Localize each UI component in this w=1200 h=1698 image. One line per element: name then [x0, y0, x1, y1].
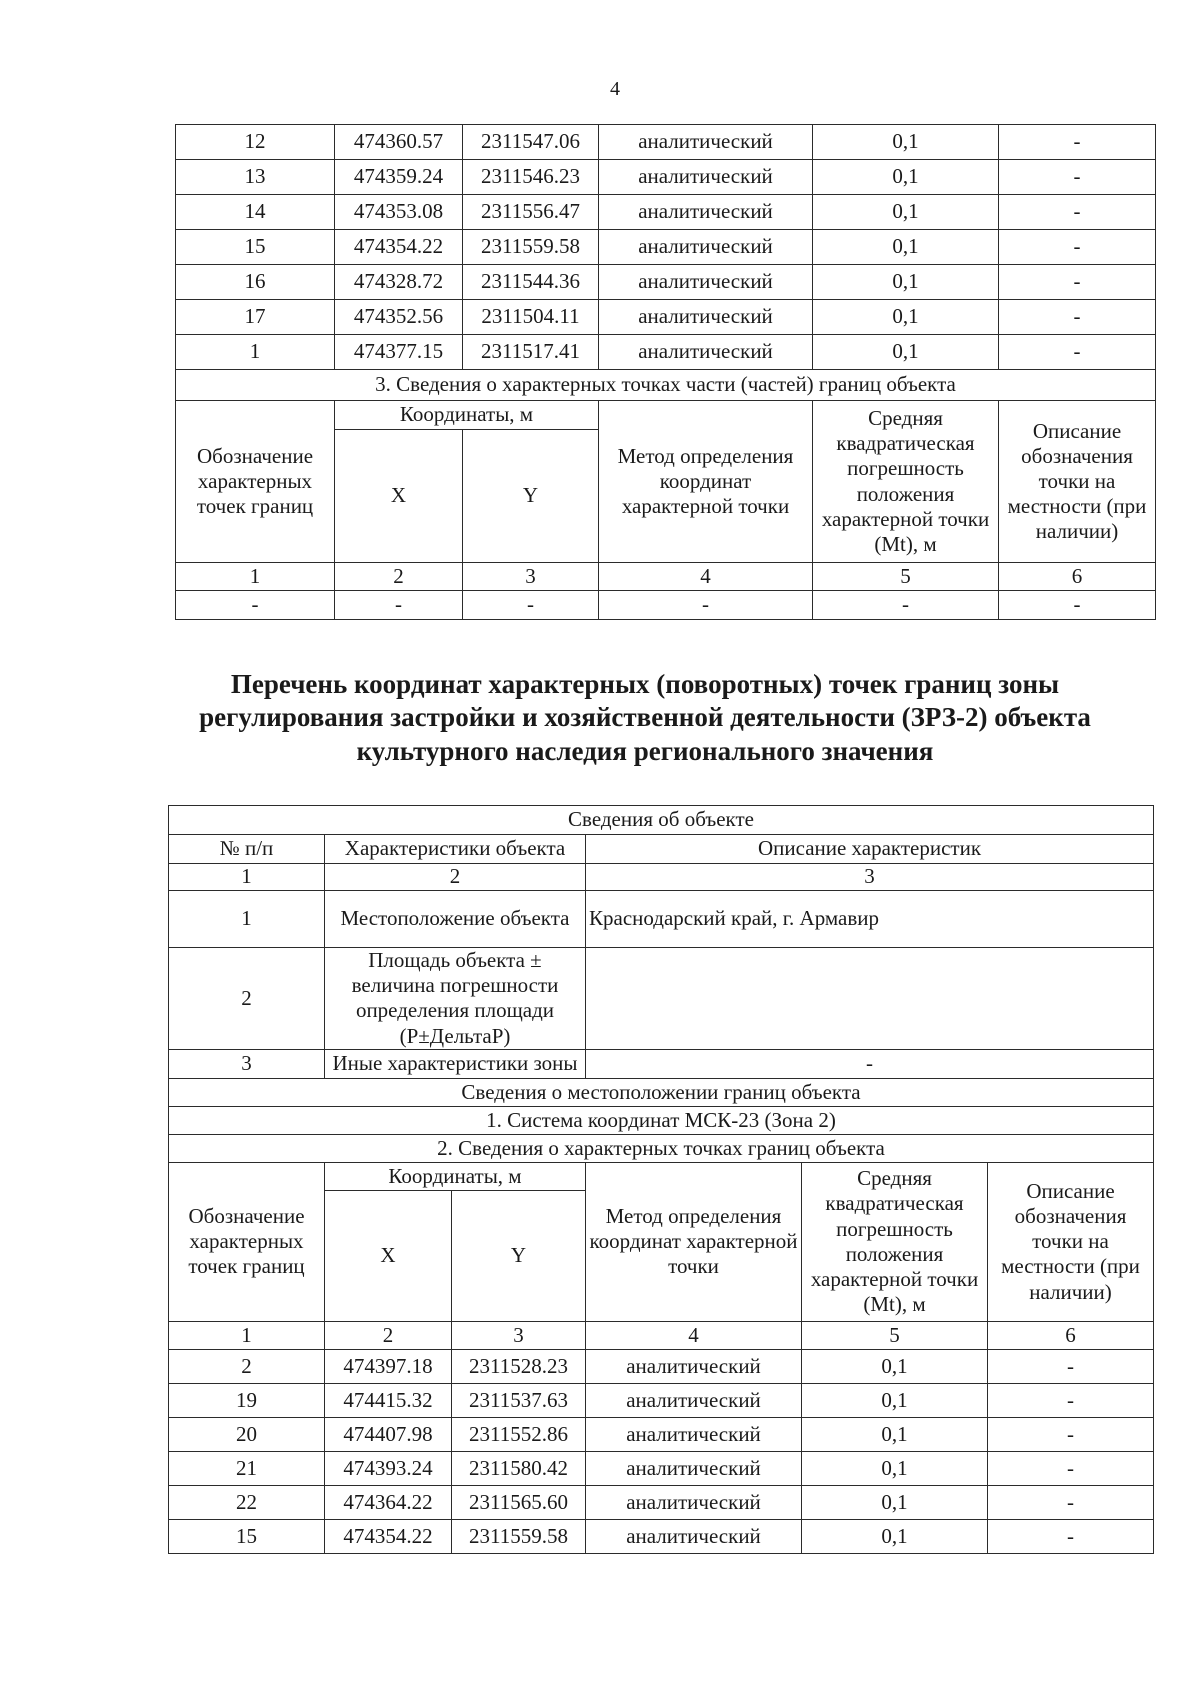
description-cell: -	[999, 195, 1156, 230]
column-number: 6	[988, 1321, 1154, 1349]
y-coordinate: 2311517.41	[463, 335, 599, 370]
characteristics-desc-header: Описание характеристик	[586, 835, 1154, 864]
y-coordinate: 2311565.60	[452, 1485, 586, 1519]
x-coordinate: 474328.72	[335, 265, 463, 300]
x-coordinate: 474360.57	[335, 125, 463, 160]
object-characteristic-value: Краснодарский край, г. Армавир	[586, 891, 1154, 948]
mt-cell: 0,1	[813, 335, 999, 370]
y-coordinate: 2311580.42	[452, 1451, 586, 1485]
y-coordinate: 2311546.23	[463, 160, 599, 195]
description-cell: -	[999, 335, 1156, 370]
description-header: Описание обозначения точки на местности (при наличии)	[999, 401, 1156, 563]
mt-cell: 0,1	[813, 300, 999, 335]
description-cell: -	[999, 265, 1156, 300]
point-row	[176, 160, 1156, 195]
mt-cell: 0,1	[813, 195, 999, 230]
description-cell: -	[999, 300, 1156, 335]
column-number: 3	[452, 1321, 586, 1349]
empty-cell: -	[463, 591, 599, 620]
points-info-row	[169, 1134, 1154, 1162]
y-coordinate: 2311559.58	[463, 230, 599, 265]
document-title: Перечень координат характерных (поворотных) точек границ зоны регулирования застройки и хозяйственной деятельности (ЗРЗ-2) объекта культурного наследия регионального значения	[199, 669, 1091, 766]
x-coordinate: 474377.15	[335, 335, 463, 370]
empty-cell: -	[599, 591, 813, 620]
method-cell: аналитический	[599, 230, 813, 265]
object-info-row	[169, 806, 1154, 835]
column-number: 1	[169, 1321, 325, 1349]
y-coordinate: 2311528.23	[452, 1349, 586, 1383]
point-number: 14	[176, 195, 335, 230]
object-table	[168, 805, 1154, 1554]
y-header: Y	[463, 430, 599, 563]
y-coordinate: 2311559.58	[452, 1519, 586, 1553]
object-col-header-row	[169, 835, 1154, 864]
point-row	[169, 1417, 1154, 1451]
point-row	[176, 300, 1156, 335]
object-characteristic: Площадь объекта ± величина погрешности определения площади (Р±ДельтаР)	[325, 948, 586, 1050]
coords-header: Координаты, м	[325, 1162, 586, 1190]
method-cell: аналитический	[586, 1349, 802, 1383]
point-row	[176, 335, 1156, 370]
designation-header: Обозначение характерных точек границ	[176, 401, 335, 563]
x-coordinate: 474352.56	[335, 300, 463, 335]
column-number-row	[176, 563, 1156, 591]
column-number: 4	[586, 1321, 802, 1349]
location-info-heading: Сведения о местоположении границ объекта	[169, 1078, 1154, 1106]
empty-cell: -	[176, 591, 335, 620]
points-table-part	[175, 124, 1156, 620]
y-coordinate: 2311504.11	[463, 300, 599, 335]
description-cell: -	[988, 1349, 1154, 1383]
column-number-row	[169, 1321, 1154, 1349]
mt-cell: 0,1	[802, 1383, 988, 1417]
points-rows	[169, 1349, 1154, 1553]
point-number: 12	[176, 125, 335, 160]
description-cell: -	[988, 1485, 1154, 1519]
designation-header: Обозначение характерных точек границ	[169, 1162, 325, 1321]
page-number: 4	[610, 78, 620, 100]
method-cell: аналитический	[586, 1417, 802, 1451]
point-row	[176, 195, 1156, 230]
method-header: Метод определения координат характерной точки	[586, 1162, 802, 1321]
method-header: Метод определения координат характерной точки	[599, 401, 813, 563]
point-number: 17	[176, 300, 335, 335]
point-row	[169, 1485, 1154, 1519]
method-cell: аналитический	[586, 1519, 802, 1553]
point-row	[169, 1451, 1154, 1485]
mt-cell: 0,1	[813, 265, 999, 300]
column-number: 4	[599, 563, 813, 591]
y-coordinate: 2311547.06	[463, 125, 599, 160]
location-info-row	[169, 1078, 1154, 1106]
point-row	[169, 1349, 1154, 1383]
point-number: 15	[169, 1519, 325, 1553]
method-cell: аналитический	[586, 1485, 802, 1519]
mt-cell: 0,1	[813, 160, 999, 195]
description-cell: -	[988, 1451, 1154, 1485]
mt-cell: 0,1	[802, 1519, 988, 1553]
x-header: X	[335, 430, 463, 563]
x-coordinate: 474354.22	[325, 1519, 452, 1553]
column-number: 3	[586, 864, 1154, 891]
object-row-number: 2	[169, 948, 325, 1050]
mt-cell: 0,1	[802, 1451, 988, 1485]
column-number: 1	[176, 563, 335, 591]
point-row	[176, 125, 1156, 160]
coord-system-row	[169, 1106, 1154, 1134]
mt-header: Средняя квадратическая погрешность положения характерной точки (Mt), м	[813, 401, 999, 563]
description-cell: -	[988, 1519, 1154, 1553]
column-number: 3	[463, 563, 599, 591]
column-number: 5	[802, 1321, 988, 1349]
object-characteristic-value	[586, 948, 1154, 1050]
y-coordinate: 2311556.47	[463, 195, 599, 230]
point-row	[169, 1519, 1154, 1553]
object-info-heading: Сведения об объекте	[169, 806, 1154, 835]
method-cell: аналитический	[599, 265, 813, 300]
object-characteristic: Местоположение объекта	[325, 891, 586, 948]
description-cell: -	[988, 1383, 1154, 1417]
point-row	[169, 1383, 1154, 1417]
column-number: 5	[813, 563, 999, 591]
characteristics-header: Характеристики объекта	[325, 835, 586, 864]
section-3-row	[176, 370, 1156, 401]
point-number: 2	[169, 1349, 325, 1383]
point-number: 15	[176, 230, 335, 265]
x-coordinate: 474393.24	[325, 1451, 452, 1485]
mt-cell: 0,1	[813, 125, 999, 160]
object-row-number: 1	[169, 891, 325, 948]
point-number: 13	[176, 160, 335, 195]
x-coordinate: 474397.18	[325, 1349, 452, 1383]
method-cell: аналитический	[586, 1451, 802, 1485]
coord-system-heading: 1. Система координат МСК-23 (Зона 2)	[169, 1106, 1154, 1134]
empty-cell: -	[999, 591, 1156, 620]
coords-header: Координаты, м	[335, 401, 599, 430]
x-coordinate: 474364.22	[325, 1485, 452, 1519]
description-header: Описание обозначения точки на местности (при наличии)	[988, 1162, 1154, 1321]
y-coordinate: 2311544.36	[463, 265, 599, 300]
object-row	[169, 1049, 1154, 1078]
point-number: 19	[169, 1383, 325, 1417]
description-cell: -	[999, 230, 1156, 265]
method-cell: аналитический	[586, 1383, 802, 1417]
num-header: № п/п	[169, 835, 325, 864]
x-header: X	[325, 1190, 452, 1321]
object-col-number-row	[169, 864, 1154, 891]
x-coordinate: 474353.08	[335, 195, 463, 230]
points-rows	[176, 125, 1156, 370]
empty-cell: -	[335, 591, 463, 620]
object-row-number: 3	[169, 1049, 325, 1078]
object-characteristic: Иные характеристики зоны	[325, 1049, 586, 1078]
method-cell: аналитический	[599, 160, 813, 195]
method-cell: аналитический	[599, 195, 813, 230]
header-row	[169, 1162, 1154, 1190]
empty-cell: -	[813, 591, 999, 620]
x-coordinate: 474407.98	[325, 1417, 452, 1451]
column-number: 2	[325, 864, 586, 891]
mt-cell: 0,1	[813, 230, 999, 265]
points-info-heading: 2. Сведения о характерных точках границ объекта	[169, 1134, 1154, 1162]
x-coordinate: 474354.22	[335, 230, 463, 265]
y-coordinate: 2311537.63	[452, 1383, 586, 1417]
point-number: 22	[169, 1485, 325, 1519]
point-number: 21	[169, 1451, 325, 1485]
column-number: 1	[169, 864, 325, 891]
point-number: 16	[176, 265, 335, 300]
method-cell: аналитический	[599, 335, 813, 370]
object-row	[169, 948, 1154, 1050]
column-number: 6	[999, 563, 1156, 591]
header-row	[176, 401, 1156, 430]
section-3-heading: 3. Сведения о характерных точках части (частей) границ объекта	[176, 370, 1156, 401]
x-coordinate: 474359.24	[335, 160, 463, 195]
point-row	[176, 230, 1156, 265]
empty-row	[176, 591, 1156, 620]
point-number: 20	[169, 1417, 325, 1451]
column-number: 2	[325, 1321, 452, 1349]
y-header: Y	[452, 1190, 586, 1321]
description-cell: -	[999, 125, 1156, 160]
point-number: 1	[176, 335, 335, 370]
point-row	[176, 265, 1156, 300]
column-number: 2	[335, 563, 463, 591]
mt-cell: 0,1	[802, 1417, 988, 1451]
mt-cell: 0,1	[802, 1485, 988, 1519]
method-cell: аналитический	[599, 125, 813, 160]
description-cell: -	[988, 1417, 1154, 1451]
mt-cell: 0,1	[802, 1349, 988, 1383]
y-coordinate: 2311552.86	[452, 1417, 586, 1451]
description-cell: -	[999, 160, 1156, 195]
x-coordinate: 474415.32	[325, 1383, 452, 1417]
mt-header: Средняя квадратическая погрешность положения характерной точки (Mt), м	[802, 1162, 988, 1321]
method-cell: аналитический	[599, 300, 813, 335]
object-characteristic-value: -	[586, 1049, 1154, 1078]
object-row	[169, 891, 1154, 948]
